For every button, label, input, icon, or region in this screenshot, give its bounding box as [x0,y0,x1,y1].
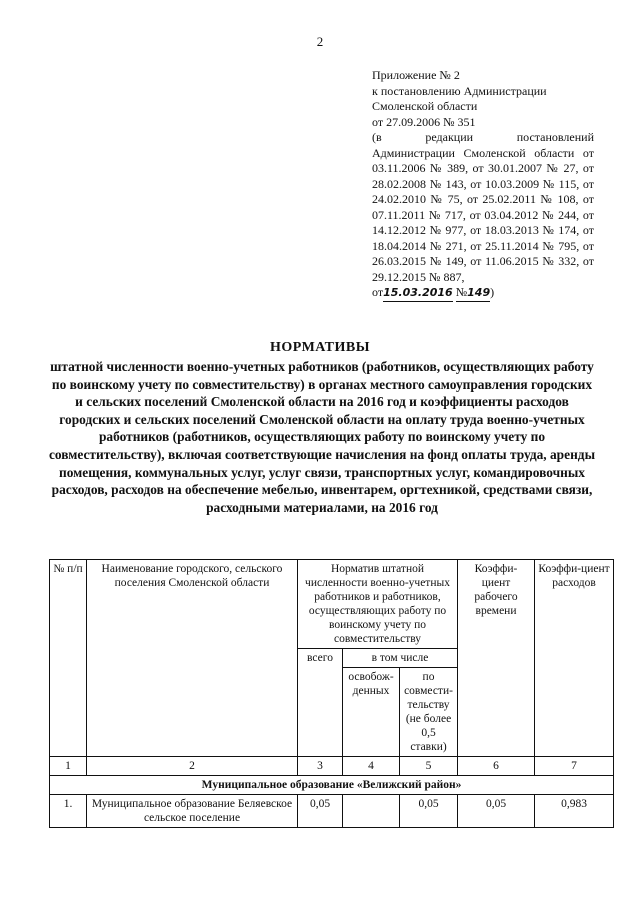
header-released: освобож-денных [343,668,400,757]
appendix-line: Смоленской области [372,99,478,113]
closing-paren: ) [490,285,495,299]
header-coef-cost: Коэффи-циент расходов [535,560,614,757]
row-coef-time: 0,05 [458,795,535,828]
row-coef-cost: 0,983 [535,795,614,828]
appendix-line: от 27.09.2006 № 351 [372,114,476,129]
section-title: Муниципальное образование «Велижский район» [50,776,614,795]
column-number-row [50,757,614,776]
column-number: 4 [343,757,400,776]
header-name: Наименование городского, сельского поселения Смоленской области [87,560,298,757]
appendix-line: Приложение № 2 [372,68,460,82]
document-title: НОРМАТИВЫ [270,340,370,355]
column-number: 7 [535,757,614,776]
header-norm: Норматив штатной численности военно-учетных работников и работников, осуществляющих работу по воинскому учету по совместительству [298,560,458,649]
column-number: 6 [458,757,535,776]
column-number: 1 [50,757,87,776]
handwritten-number: 149 [467,286,491,299]
row-released [343,795,400,828]
handwritten-date: 15.03.2016 [383,285,453,302]
last-amendment-line [372,285,594,302]
row-total: 0,05 [298,795,343,828]
document-subtitle: штатной численности военно-учетных работников (работников, осуществляющих работу по воинскому учету по совместительству) в органах местного самоуправления городских и сельских поселений Смоленской области на 2016 год и коэффициенты расходов городских и сельских поселений Смоленской области на оплату труда военно-учетных работников (работников, осуществляющих работу по воинскому учету по совместительству), включая соответствующие начисления на фонд оплаты труда, аренды помещения, коммунальных услуг, услуг связи, транспортных услуг, командировочных расходов, расходов на обеспечение мебелью, инвентарем, оргтехникой, средствами связи, расходными материалами, на 2016 год [48,359,596,515]
row-name: Муниципальное образование Беляевское сельское поселение [87,795,298,828]
norms-table [49,559,614,828]
header-total: всего [298,649,343,757]
table-row [50,795,614,828]
column-number: 3 [298,757,343,776]
appendix-line: к постановлению Администрации [372,83,547,98]
header-including: в том числе [343,649,458,668]
section-row [50,776,614,795]
column-number: 5 [400,757,458,776]
header-coef-time: Коэффи-циент рабочего времени [458,560,535,757]
header-part-time: по совмести-тельству (не более 0,5 ставки) [400,668,458,757]
appendix-block [372,68,594,302]
number-sign: №149 [456,285,490,302]
page-number: 2 [316,34,324,49]
amendments-text: (в редакции постановлений Администрации Смоленской области от 03.11.2006 № 389, от 30.01.2007 № 27, от 28.02.2008 № 143, от 10.03.2009 № 115, от 24.02.2010 № 75, от 25.02.2011 № 108, от 07.11.2011 № 717, от 03.04.2012 № 244, от 14.12.2012 № 977, от 18.03.2013 № 174, от 18.04.2014 № 271, от 25.11.2014 № 795, от 26.03.2015 № 149, от 11.06.2015 № 332, от 29.12.2015 № 887, [372,130,594,284]
row-part-time: 0,05 [400,795,458,828]
header-num: № п/п [50,560,87,757]
last-amendment-prefix: от [372,285,384,299]
column-number: 2 [87,757,298,776]
table-header-row [50,560,614,649]
row-num: 1. [50,795,87,828]
